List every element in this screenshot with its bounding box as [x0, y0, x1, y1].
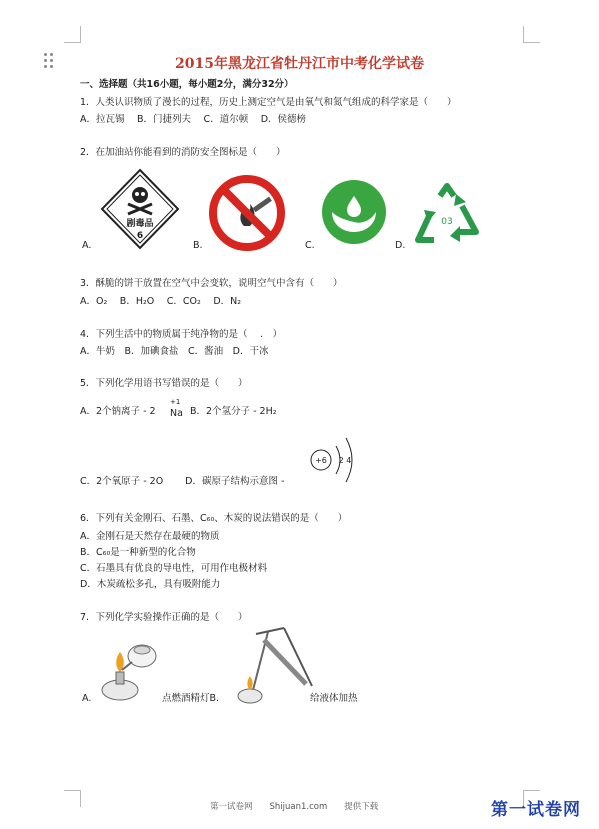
toxic-sign-number: 6 [136, 231, 144, 241]
carbon-atom-diagram-icon [308, 432, 363, 488]
question-7: 7．下列化学实验操作正确的是（ ） [80, 612, 248, 623]
no-fire-sign-icon [208, 174, 286, 252]
recycling-sign-code: 03 [441, 217, 453, 227]
question-3: 3．酥脆的饼干放置在空气中会变软，说明空气中含有（ ） [80, 278, 343, 289]
question-6-option-b: B．C₆₀是一种新型的化合物 [80, 547, 196, 558]
option-c-label: C. [305, 240, 315, 251]
question-2: 2．在加油站你能看到的消防安全图标是（ ） [80, 147, 286, 158]
question-4-options: A．牛奶 B．加碘食盐 C．酱油 D．干冰 [80, 346, 269, 357]
question-5-option-a: A．2个钠离子 - 2 [80, 406, 156, 417]
question-5-options-cd: C．2个氧原子 - 2O D．碳原子结构示意图 - [80, 476, 285, 487]
question-5-option-b: B．2个氢分子 - 2H₂ [190, 406, 277, 417]
na-symbol: Na [170, 408, 183, 419]
question-6-option-d: D．木炭疏松多孔，具有吸附能力 [80, 579, 221, 590]
alcohol-lamp-lighting-icon [96, 630, 162, 710]
q7-caption-a: 点燃酒精灯B. [162, 693, 220, 704]
q7-option-a-label: A. [82, 693, 92, 704]
option-d-label: D. [395, 240, 406, 251]
water-saving-sign-icon [320, 178, 388, 246]
question-4: 4．下列生活中的物质属于纯净物的是（ . ） [80, 329, 283, 340]
page-title: 2015年黑龙江省牡丹江市中考化学试卷 [175, 56, 424, 72]
question-5: 5．下列化学用语书写错误的是（ ） [80, 378, 248, 389]
q7-caption-b: 给液体加热 [310, 693, 358, 704]
toxic-sign-label: 剧毒品 [126, 219, 154, 229]
question-1-options: A．拉瓦锡 B．门捷列夫 C．道尔顿 D．侯德榜 [80, 114, 307, 125]
question-6-option-a: A．金刚石是天然存在最硬的物质 [80, 531, 220, 542]
liquid-heating-icon [228, 624, 320, 710]
question-3-options: A．O₂ B．H₂O C．CO₂ D．N₂ [80, 296, 242, 307]
question-6: 6．下列有关金刚石、石墨、C₆₀、木炭的说法错误的是（ ） [80, 513, 348, 524]
question-6-option-c: C．石墨具有优良的导电性，可用作电极材料 [80, 563, 268, 574]
brand-logo: 第一试卷网 [491, 800, 581, 820]
na-charge-superscript: +1 [170, 398, 181, 406]
corner-mark-top-right [523, 26, 540, 43]
toxic-sign-icon [100, 168, 180, 250]
corner-mark-top-left [64, 26, 81, 43]
footer-text: 第一试卷网 Shijuan1.com 提供下载 [210, 802, 379, 812]
corner-mark-bottom-left [64, 790, 81, 807]
option-b-label: B. [193, 240, 203, 251]
recycling-sign-icon [410, 182, 484, 248]
electron-shells: 2 4 [338, 456, 352, 465]
nucleus-charge: +6 [315, 456, 327, 465]
option-a-label: A. [82, 240, 92, 251]
question-1: 1．人类认识物质了漫长的过程，历史上测定空气是由氧气和氮气组成的科学家是（ ） [80, 97, 457, 108]
section-heading: 一、选择题（共16小题，每小题2分，满分32分） [80, 79, 294, 90]
